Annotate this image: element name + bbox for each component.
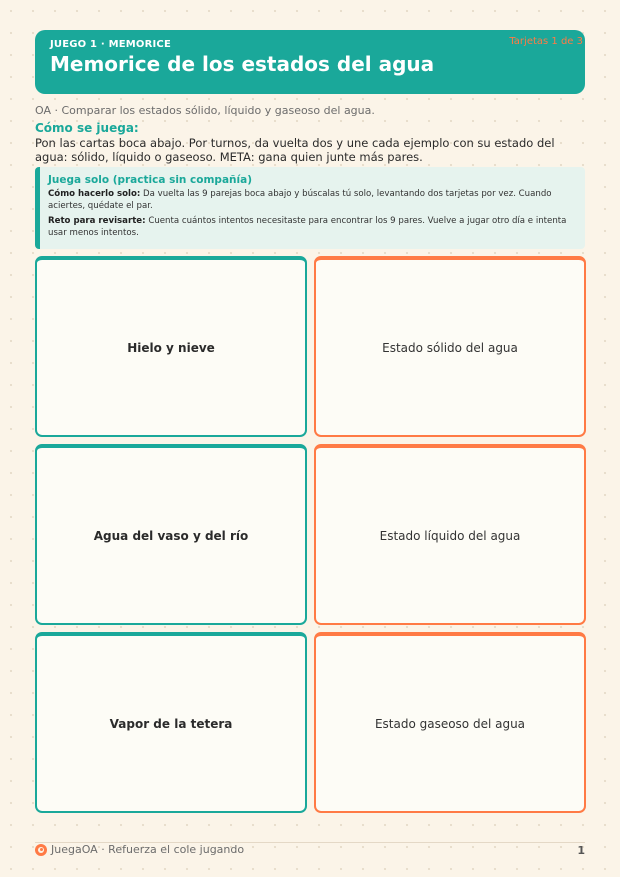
page-title: Memorice de los estados del agua: [50, 52, 435, 76]
state-card-liquid[interactable]: [314, 444, 586, 625]
page-number: 1: [577, 844, 585, 857]
brand-logo-icon: [35, 844, 47, 856]
card-set-indicator: Tarjetas 1 de 3: [509, 36, 583, 47]
solo-how-line: [48, 189, 573, 212]
how-to-play-heading: Cómo se juega:: [35, 121, 139, 135]
game-header: [35, 30, 585, 94]
solo-how-label: Cómo hacerlo solo:: [48, 189, 141, 199]
state-card-label: Estado gaseoso del agua: [374, 716, 526, 731]
solo-challenge-text: Cuenta cuántos intentos necesitaste para encontrar los 9 pares. Vuelve a jugar otro día e intenta usar menos intentos.: [48, 216, 567, 238]
state-card-solid[interactable]: [314, 256, 586, 437]
example-card-label: Vapor de la tetera: [109, 716, 233, 731]
state-card-gas[interactable]: [314, 632, 586, 813]
state-card-label: Estado líquido del agua: [379, 528, 521, 543]
example-card-gas[interactable]: [35, 632, 307, 813]
example-card-liquid[interactable]: [35, 444, 307, 625]
solo-play-box: [35, 167, 585, 249]
solo-play-title: Juega solo (practica sin compañía): [48, 174, 252, 186]
learning-objective: OA · Comparar los estados sólido, líquido y gaseoso del agua.: [35, 104, 375, 117]
footer-brand: [35, 843, 244, 856]
footer-brand-text: JuegaOA · Refuerza el cole jugando: [51, 843, 245, 856]
how-to-play-text: Pon las cartas boca abajo. Por turnos, da vuelta dos y une cada ejemplo con su estado del agua: sólido, líquido o gaseoso. META: gana quien junte más pares.: [35, 136, 555, 164]
solo-challenge-label: Reto para revisarte:: [48, 216, 146, 226]
game-kicker: JUEGO 1 · MEMORICE: [50, 39, 172, 50]
state-card-label: Estado sólido del agua: [382, 340, 518, 355]
example-card-solid[interactable]: [35, 256, 307, 437]
example-card-label: Hielo y nieve: [127, 340, 215, 355]
solo-how-text: Da vuelta las 9 parejas boca abajo y búscalas tú solo, levantando dos tarjetas por vez. Cuando aciertes, quédate el par.: [48, 189, 552, 211]
example-card-label: Agua del vaso y del río: [93, 528, 249, 543]
solo-challenge-line: [48, 216, 573, 239]
